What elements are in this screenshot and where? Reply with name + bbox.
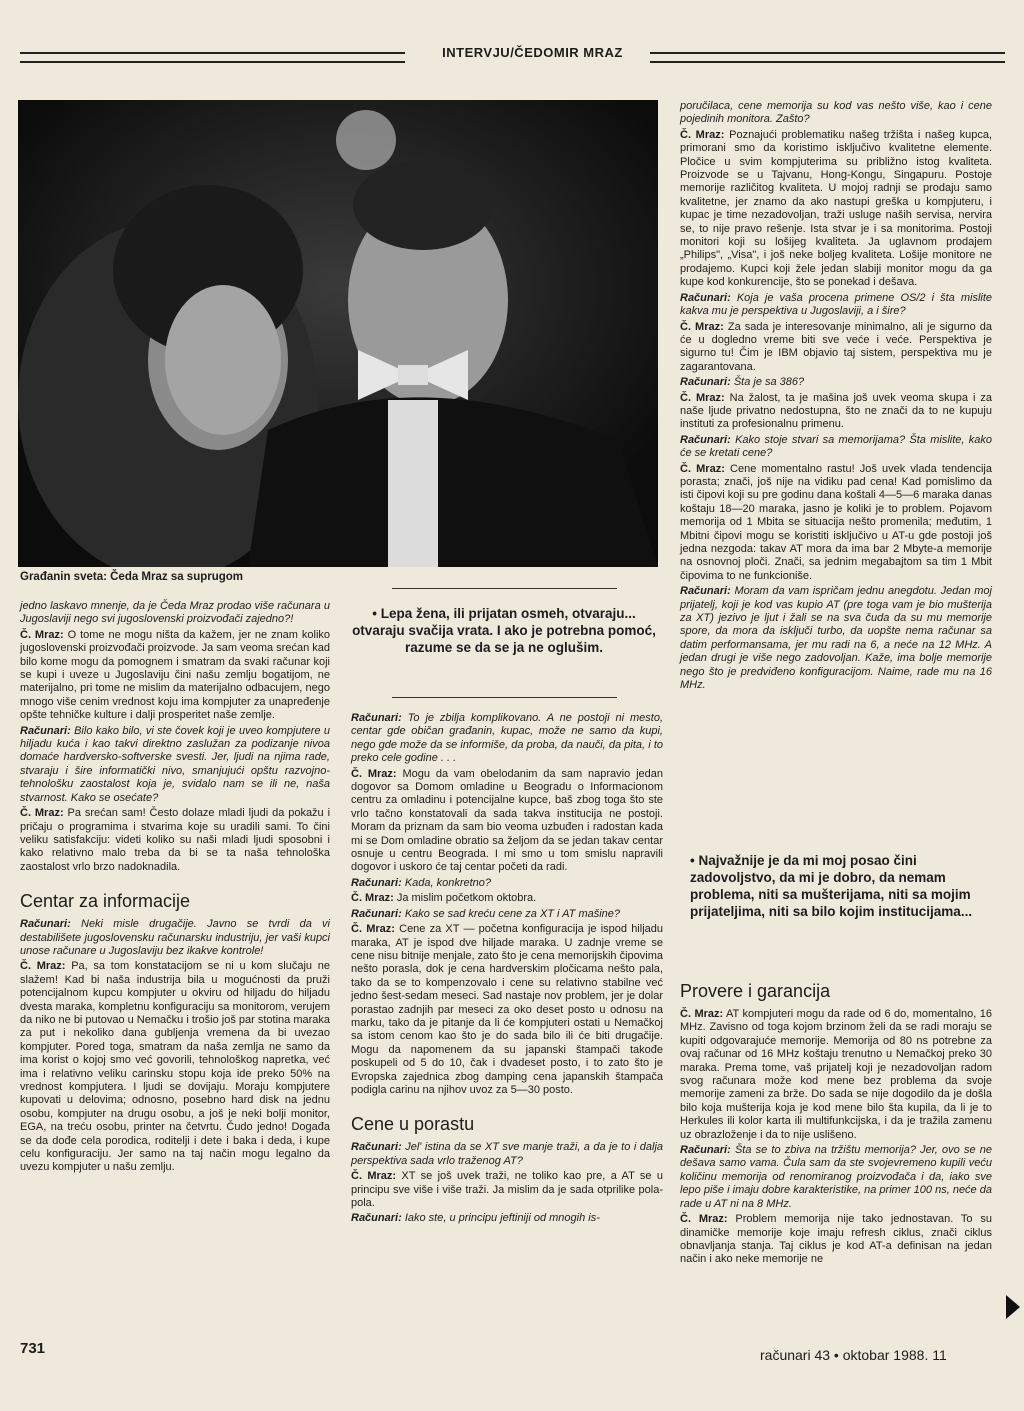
page-number: 731 — [20, 1340, 46, 1357]
subheading: Provere i garancija — [680, 981, 831, 1001]
question: jedno laskavo mnenje, da je Čeda Mraz prodao više računara u Jugoslaviji nego svi jugoslovenski proizvođači zajedno?! — [20, 600, 330, 626]
answer: Č. Mraz: Ja mislim početkom oktobra. — [351, 892, 537, 905]
question: Računari: Jel' istina da se XT sve manje traži, a da je to i dalja perspektiva sada vrlo traženog AT? — [351, 1141, 664, 1167]
answer: Č. Mraz: Poznajući problematiku našeg tržišta i našeg kupca, primorani smo da koristimo isključivo kvalitetne elemente. Pločice u svim kompjuterima su približno istog kvaliteta. Proizvode se u Tajvanu, Hong-Kongu, Singapuru. Postoje memorije različitog kvaliteta. U mojoj radnji se prodaju samo kvalitetne, jer znamo da ako nastupi greška u kompjuteru, i kupac je time nezadovoljan, traži usluge naših servisa, nervira se, to nije pravo rešenje. Ista stvar je i sa monitorima. Postoji monitori koji su lošijeg kvaliteta. Ja uglavnom prodajem „Philips", „Visa", i još neke boljeg kvaliteta. Lošije monitore ne prodajemo. Kupci koji žele jedan slabiji monitor mogu da ga kupe kod konkurencije, što se ponekad i dešava. — [680, 128, 993, 289]
photo-caption: Građanin sveta: Čeda Mraz sa suprugom — [20, 571, 244, 583]
section-header — [20, 44, 1005, 66]
question: Računari: Šta se to zbiva na tržištu memorija? Jer, ovo se ne dešava samo vama. Čula sam da ste svojevremeno kupili veću količinu memorija od renomiranog proizvođača i da, iako sve lepo piše i imaju dobre karakteristike, na primer 100 ns, neće da rade u AT ni na 8 MHz. — [680, 1144, 992, 1210]
photo-couple — [18, 100, 658, 567]
answer: Č. Mraz: Pa srećan sam! Često dolaze mladi ljudi da pokažu i pričaju o programima i stvarima koje su uradili sami. To čini veliku satisfakciju: videti koliko su naši mladi ljudi sposobni i kako relativno malo treba da bi se ta naša tehnološka zaostalost vrlo brzo nadoknadila. — [20, 807, 331, 873]
column-3-lower — [680, 972, 992, 1269]
pullquote-rule-bottom — [392, 697, 617, 698]
question: Računari: To je zbilja komplikovano. A ne postoji ni mesto, centar gde običan građanin, kupac, može ne samo da kupi, nego gde može da se informiše, da proba, da nauči, da pita, i to preko cele godine . . . — [351, 712, 664, 765]
pullquote-rule-top — [392, 588, 617, 589]
answer: Č. Mraz: Problem memorija nije tako jednostavan. To su dinamičke memorije koje imaju refresh ciklus, znači ciklus obnavljanja stanja. Taj ciklus je kod AT-a definisan na jedan način i ako neke memorije ne — [680, 1213, 993, 1266]
answer: Č. Mraz: O tome ne mogu ništa da kažem, jer ne znam koliko jugoslovenski proizvođači proizvode. Ja sam veoma srećan kad bilo kome mogu da pomognem i smatram da svaki računar koji se kupi i uveze u Jugoslaviju čini našu zemlju bogatijom, ne materijalno, pri tome ne mislim da materijalno odbacujem, nego mnogo više cenim vrednost koju ima kompjuter za unapređenje opšte tehničke kulture i dalji prosperitet naše zemlje. — [20, 628, 331, 722]
continue-arrow-icon — [1006, 1295, 1020, 1319]
question: Računari: Kako se sad kreću cene za XT i AT mašine? — [351, 907, 621, 920]
question: Računari: Moram da vam ispričam jednu anegdotu. Jedan moj prijatelj, koji je kod vas kupio AT (pre toga vam je bio mušterija za XT) jezivo je ljut i žali se na sva čuda da su mu memorije spore, da mora da isključi turbo, da uopšte nema računar sa datim performansama, jer mu radi na 6, a neće na 12 MHz. A jedan drugi je više nego zadovoljan. Kaže, ima bolje memorije nego što je predviđeno konfiguracijom. Naime, rade mu na 16 MHz. — [680, 585, 992, 692]
column-2 — [351, 712, 663, 1228]
answer: Č. Mraz: Za sada je interesovanje minimalno, ali je sigurno da će u dogledno vreme biti sve veće i veće. Perspektiva je sigurno tu! Čim je IBM objavio taj sistem, perspektiva mu je zagarantovana. — [680, 320, 993, 373]
answer: Č. Mraz: Mogu da vam obelodanim da sam napravio jedan dogovor sa Domom omladine u Beogradu o Informacionom centru za omladinu i potencijalne kupce, baš zbog toga što ste vrlo tačno konstatovali da sada takva institucija ne postoji. Moram da priznam da sam bio veoma uzbuđen i radostan kada mi se Dom omladine obratio sa željom da se jedan takav centar osnuje u centru Beograda. I mi smo u tom smislu napravili dogovor i uskoro će taj centar početi da radi. — [351, 767, 663, 874]
question: Računari: Kada, konkretno? — [351, 876, 492, 889]
subheading: Cene u porastu — [351, 1114, 475, 1135]
answer: Č. Mraz: Cene za XT — početna konfiguracija je ispod hiljadu maraka, AT je ispod dve hiljade maraka. U zadnje vreme se cene nisu bitnije menjale, zato što je cena memorijskih čipovima nešto porasla, dok je cena hardverskim pločicama nešto pala, tako da se to kompenzovalo i cene su relativno stabilne već jedno šest-sedam meseci. Sad nastaje nov problem, jer je dolar porastao zadnjih par meseci za oko deset posto u odnosu na marku, tako da je pitanje da li će kompjuteri ostati u Nemačkoj sa istom cenom kao što je do sada bilo ili će biti drugačije. Mogu da napomenem da su japanski štampači takođe poskupeli od 5 do 10, čak i dvadeset posto, i to zato što je Evropska zajednica zbog damping cena japanskih štampača podigla carinu na njihov uvoz za 5—30 posto. — [351, 923, 663, 1096]
question: Računari: Bilo kako bilo, vi ste čovek koji je uveo kompjutere u hiljadu kuća i kao takvi direktno zaslužan za podizanje nivoa domaće hardversko-softverske svesti. Jer, ljudi na njima rade, stvaraju i šire informatički nivo, smanjujući opštu razvojno-tehnološku zaostalost koja je, svidalo nam se ili ne, naša stvarnost. Kako se osećate? — [20, 724, 331, 804]
question: Računari: Neki misle drugačije. Javno se tvrdi da vi destabilišete jugoslovensku računarsku industriju, jer vaši kupci unose računare u Jugoslaviju bez ikakve kontrole! — [20, 918, 330, 957]
subheading: Centar za informacije — [20, 891, 191, 912]
pull-quote: • Lepa žena, ili prijatan osmeh, otvaraju... otvaraju svačija vrata. I ako je potrebna pomoć, razume se da se ja ne oglušim. — [352, 606, 656, 655]
answer: Č. Mraz: Pa, sa tom konstatacijom se ni u kom slučaju ne slažem! Kad bi naša industrija bila u mogućnosti da pruži potencijalnom kupcu kompjuter u okviru od hiljadu do hiljadu dvesta maraka, kompletnu konfiguraciju sa monitorom, verujem da niko ne bi putovao u Nemačku i trošio još par stotina maraka za put i nekoliko dana gubljenja vremena da bi uvezao kompjuter. Pored toga, smatram da naša zemlja ne samo da ima korist o kojoj smo već govorili, tehnološkog napretka, već ima i relativno veliku carinsku stopu koja ide preko 50% na vrednost kompjutera. I ljudi se dovijaju. Moraju kompjutere kupovati u delovima; odnosno, posebno hard disk na jednu osobu, kompjuter na drugu osobu, a još je neki bolji monitor, EGA, na treću osobu, printer na četvrtu. Čudo jedno! Događa se da dođe cela porodica, roditelji i dete i baka i deda, i kupe celu konfiguraciju. Jer samo na taj način mogu legalno da uvezu kompjuter u našu zemlju. — [20, 960, 330, 1174]
answer: Č. Mraz: AT kompjuteri mogu da rade od 6 do, momentalno, 16 MHz. Zavisno od toga kojom brzinom želi da se radi moraju se kupiti odgovarajuće memorije. Memorija od 80 ns potrebne za ovaj računar od 16 MHz koštaju trenutno u Nemačkoj preko 30 maraka. Prema tome, vaš prijatelj koji je nezadovoljan radom svog računara može kod mene bez problema da svoje memorije zameni za brže. Do sada se nije dogodilo da je došla bilo koja mušterija koja je kod mene bilo šta kupila, da li je to Herkules ili kolor karta ili multifunkcijska, i da je tražila zamenu uz obrazloženje i da to nije uslišeno. — [680, 1008, 993, 1141]
pull-quote-2: • Najvažnije je da mi moj posao čini zadovoljstvo, da mi je dobro, da nemam problema, niti sa mušterijama, niti sa mojim prijateljima, niti sa bilo kojim institucijama... — [690, 853, 973, 919]
header-title: INTERVJU/ČEDOMIR MRAZ — [442, 45, 623, 60]
question: Računari: Iako ste, u principu jeftiniji od mnogih is- — [351, 1212, 600, 1225]
question-continued: poručilaca, cene memorija su kod vas nešto više, kao i cene pojedinih monitora. Zašto? — [680, 100, 992, 126]
header-rule-left — [20, 52, 405, 63]
answer: Č. Mraz: XT se još uvek traži, ne toliko kao pre, a AT se u principu sve više i više traži. Ja mislim da je sada otprilike pola-pola. — [351, 1170, 663, 1209]
column-3 — [680, 100, 992, 694]
column-1 — [20, 600, 330, 1177]
issue-footer: računari 43 • oktobar 1988. 11 — [760, 1347, 947, 1363]
answer: Č. Mraz: Cene momentalno rastu! Još uvek vlada tendencija porasta; znači, još nije na vidiku pad cena! Kad pomislimo da isti čipovi koji su pre godinu dana koštali 4—5—6 maraka danas koštaju 18—20 maraka, jasno je koliki je to problem. Pojavom memorija od 1 Mbita se situacija nešto promenila; međutim, 1 Mbitni čipovi mogu se koristiti isključivo u AT-u gde postoji još jedna nezgoda: takav AT mora da ima bar 2 Mbyte-a memorije na osnovnoj ploči. Znači, sa jednim megabajtom sa tim 1 Mbit čipovima to ne funkcioniše. — [680, 462, 992, 582]
answer: Č. Mraz: Na žalost, ta je mašina još uvek veoma skupa i za naše ljude privatno nedostupna, što ne znači da to ne kupuju instituti za profesionalnu primenu. — [680, 391, 993, 431]
question: Računari: Šta je sa 386? — [680, 376, 805, 389]
question: Računari: Kako stoje stvari sa memorijama? Šta mislite, kako će se kretati cene? — [680, 433, 992, 460]
header-rule-right — [650, 52, 1005, 63]
question: Računari: Koja je vaša procena primene OS/2 i šta mislite kakva mu je perspektiva u Jugoslaviji, a i šire? — [680, 291, 993, 318]
